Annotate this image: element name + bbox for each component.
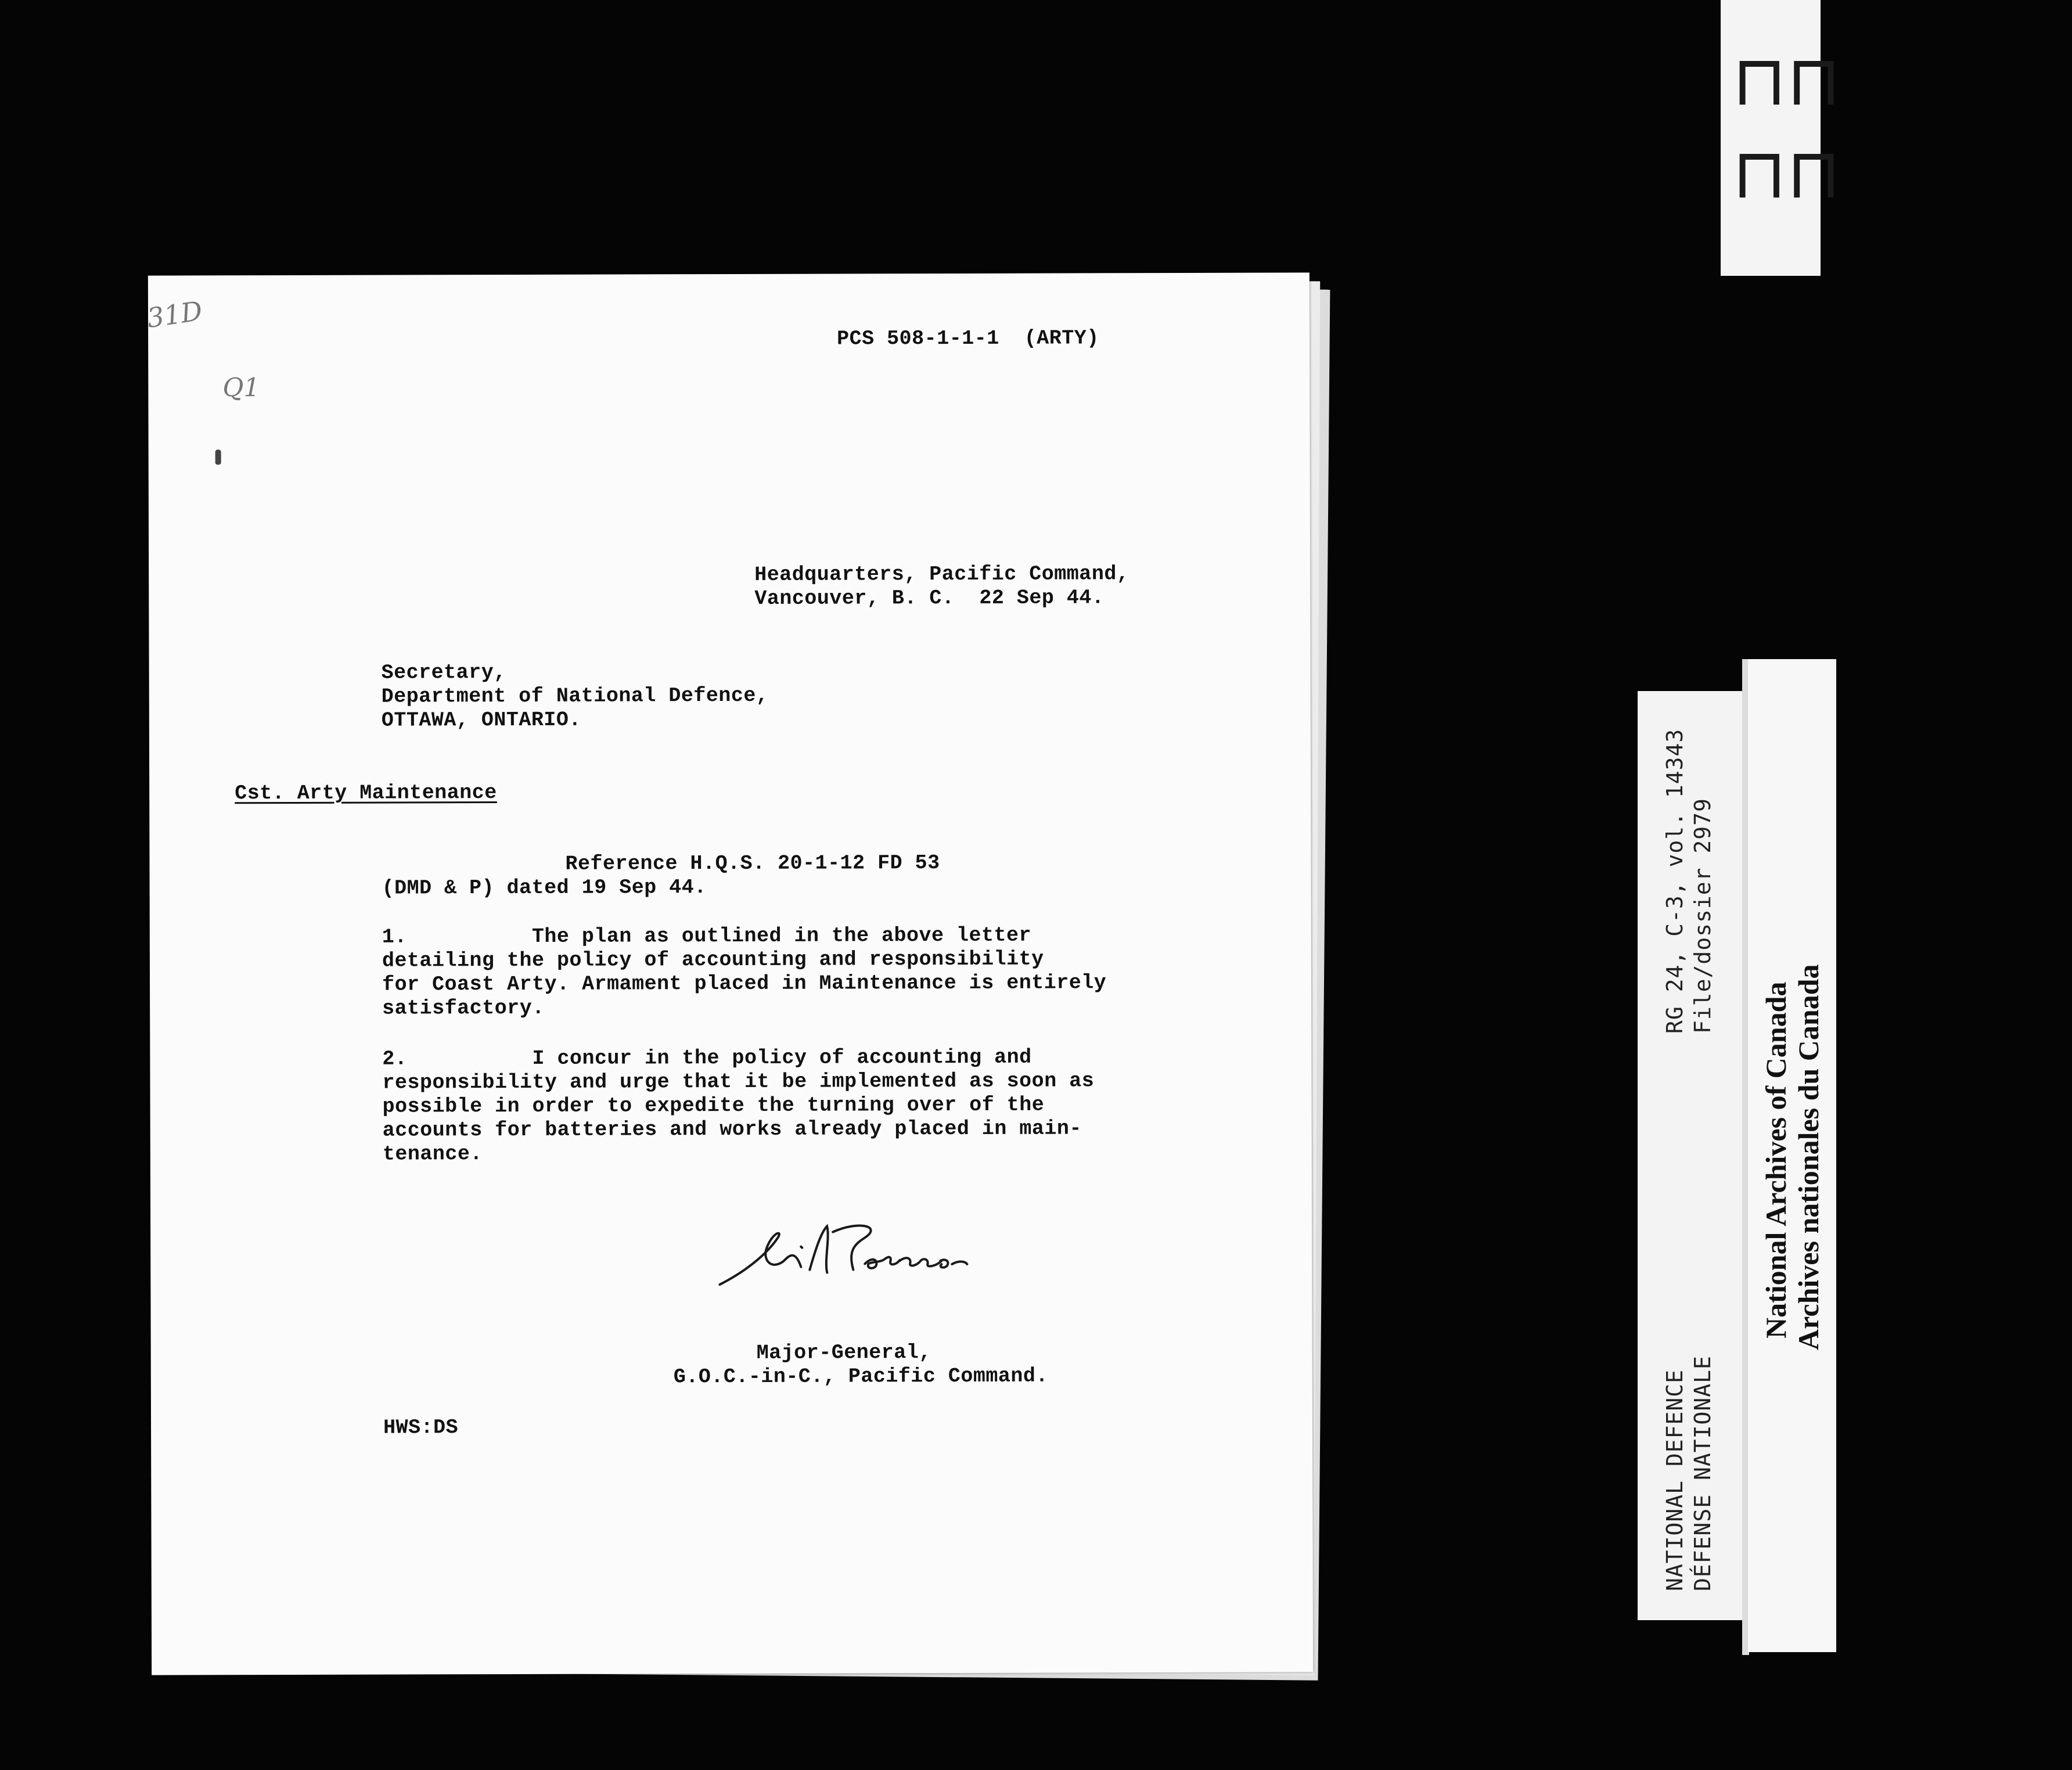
signature-title-line1: Major-General, xyxy=(756,1341,931,1365)
typist-initials: HWS:DS xyxy=(383,1416,459,1440)
recipient-line2: Department of National Defence, xyxy=(381,683,769,708)
paragraph-1-line4: satisfactory. xyxy=(382,996,545,1020)
paragraph-2-line4: accounts for batteries and works already placed in main- xyxy=(382,1117,1082,1142)
reference-line2: (DMD & P) dated 19 Sep 44. xyxy=(382,876,707,900)
paragraph-2-line1: 2. I concur in the policy of accounting and xyxy=(382,1045,1032,1071)
letter-page xyxy=(145,272,1313,1675)
archive-name-english: National Archives of Canada xyxy=(1760,981,1792,1339)
archive-ref-line2: File/dossier 2979 xyxy=(1690,798,1715,1034)
sender-address-line1: Headquarters, Pacific Command, xyxy=(754,562,1129,587)
archive-name-french: Archives nationales du Canada xyxy=(1792,964,1825,1350)
archive-name-tag xyxy=(1748,659,1836,1652)
paragraph-2-line2: responsibility and urge that it be implemented as soon as xyxy=(382,1069,1095,1095)
paragraph-1-line1: 1. The plan as outlined in the above letter xyxy=(382,923,1032,949)
signature-title-line2: G.O.C.-in-C., Pacific Command. xyxy=(673,1364,1048,1389)
pencil-mark-q: Q1 xyxy=(222,373,260,403)
sender-address-line2: Vancouver, B. C. 22 Sep 44. xyxy=(754,586,1105,610)
tag-number-glyph-2: ⊓⊓ xyxy=(1732,134,1841,214)
paragraph-1-line3: for Coast Arty. Armament placed in Maintenance is entirely xyxy=(382,971,1107,996)
subject-line: Cst. Arty Maintenance xyxy=(235,781,497,805)
paragraph-2-line3: possible in order to expedite the turning over of the xyxy=(382,1093,1045,1118)
paragraph-2-line5: tenance. xyxy=(382,1142,483,1166)
file-reference: PCS 508-1-1-1 (ARTY) xyxy=(837,326,1099,351)
archive-ref-line1: RG 24, C-3, vol. 14343 xyxy=(1662,728,1688,1034)
archive-ref-line4: DÉFENSE NATIONALE xyxy=(1690,1355,1715,1591)
tag-number-glyph-1: ⊓⊓ xyxy=(1732,41,1841,121)
recipient-line1: Secretary, xyxy=(381,661,506,685)
ink-dot xyxy=(215,449,221,465)
paragraph-1-line2: detailing the policy of accounting and responsibility xyxy=(382,947,1044,973)
reference-line1: Reference H.Q.S. 20-1-12 FD 53 xyxy=(565,851,940,876)
archive-reference-tag xyxy=(1638,691,1742,1620)
archive-ref-line3: NATIONAL DEFENCE xyxy=(1662,1369,1688,1591)
recipient-line3: OTTAWA, ONTARIO. xyxy=(381,708,581,732)
pencil-mark-folio: 31D xyxy=(145,295,204,334)
archive-tag-top xyxy=(1721,0,1841,276)
handwritten-signature xyxy=(708,1214,987,1302)
